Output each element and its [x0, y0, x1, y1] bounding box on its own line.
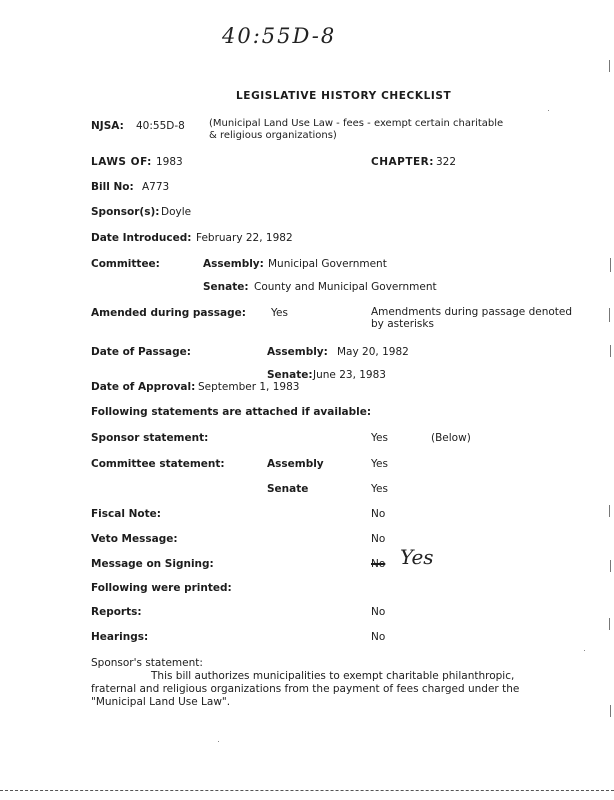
bottom-dashed-border [0, 790, 614, 791]
sponsor-statement-note: (Below) [431, 432, 471, 444]
reports-label: Reports: [91, 606, 142, 618]
passage-assembly-value: May 20, 1982 [337, 346, 409, 358]
sponsors-label: Sponsor(s): [91, 206, 160, 218]
date-introduced-label: Date Introduced: [91, 232, 192, 244]
handwritten-code: 40:55D-8 [222, 24, 337, 48]
njsa-description-line2: & religious organizations) [209, 130, 337, 141]
page-title: LEGISLATIVE HISTORY CHECKLIST [236, 90, 452, 102]
edge-mark [610, 560, 611, 572]
committee-senate-value: County and Municipal Government [254, 281, 437, 293]
committee-statement-assembly-value: Yes [371, 458, 388, 470]
scan-speck [548, 110, 549, 111]
sponsor-statement-value: Yes [371, 432, 388, 444]
edge-mark [609, 308, 610, 322]
hearings-label: Hearings: [91, 631, 149, 643]
veto-message-label: Veto Message: [91, 533, 178, 545]
statements-heading: Following statements are attached if available: [91, 406, 372, 418]
veto-message-value: No [371, 533, 386, 545]
passage-senate-value: June 23, 1983 [313, 369, 386, 381]
message-signing-handwritten-value: Yes [400, 545, 434, 569]
sponsor-statement-label: Sponsor statement: [91, 432, 209, 444]
edge-mark [609, 618, 610, 630]
approval-value: September 1, 1983 [198, 381, 300, 393]
committee-statement-senate-label: Senate [267, 483, 309, 495]
bill-no-label: Bill No: [91, 181, 134, 193]
laws-of-label: LAWS OF: [91, 156, 152, 168]
chapter-label: CHAPTER: [371, 156, 434, 168]
approval-label: Date of Approval: [91, 381, 196, 393]
scan-speck [584, 650, 585, 651]
message-signing-struck-value: No [371, 558, 386, 570]
committee-statement-assembly-label: Assembly [267, 458, 324, 470]
committee-assembly-value: Municipal Government [268, 258, 387, 270]
committee-label: Committee: [91, 258, 160, 270]
amended-note-line1: Amendments during passage denoted [371, 306, 573, 318]
njsa-value: 40:55D-8 [136, 120, 185, 132]
sponsors-statement-line1: This bill authorizes municipalities to exempt charitable philanthropic, [151, 670, 515, 682]
edge-mark [610, 345, 611, 357]
passage-label: Date of Passage: [91, 346, 191, 358]
passage-assembly-label: Assembly: [267, 346, 328, 358]
hearings-value: No [371, 631, 386, 643]
sponsors-statement-line2: fraternal and religious organizations from the payment of fees charged under the [91, 683, 520, 695]
njsa-label: NJSA: [91, 120, 124, 132]
committee-senate-label: Senate: [203, 281, 249, 293]
sponsors-value: Doyle [161, 206, 192, 218]
committee-assembly-label: Assembly: [203, 258, 264, 270]
bill-no-value: A773 [142, 181, 170, 193]
edge-mark [610, 705, 611, 717]
amended-note-line2: by asterisks [371, 318, 434, 330]
passage-senate-label: Senate: [267, 369, 313, 381]
laws-of-value: 1983 [156, 156, 183, 168]
printed-heading: Following were printed: [91, 582, 232, 594]
message-signing-label: Message on Signing: [91, 558, 214, 570]
committee-statement-senate-value: Yes [371, 483, 388, 495]
edge-mark [609, 505, 610, 517]
committee-statement-label: Committee statement: [91, 458, 225, 470]
sponsors-statement-heading: Sponsor's statement: [91, 657, 203, 669]
amended-value: Yes [271, 307, 288, 319]
edge-mark [610, 258, 611, 272]
reports-value: No [371, 606, 386, 618]
date-introduced-value: February 22, 1982 [196, 232, 293, 244]
scan-speck [218, 741, 219, 742]
sponsors-statement-line3: "Municipal Land Use Law". [91, 696, 231, 708]
fiscal-note-value: No [371, 508, 386, 520]
amended-label: Amended during passage: [91, 307, 246, 319]
edge-mark [609, 60, 610, 72]
chapter-value: 322 [436, 156, 457, 168]
njsa-description-line1: (Municipal Land Use Law - fees - exempt certain charitable [209, 118, 504, 129]
fiscal-note-label: Fiscal Note: [91, 508, 161, 520]
